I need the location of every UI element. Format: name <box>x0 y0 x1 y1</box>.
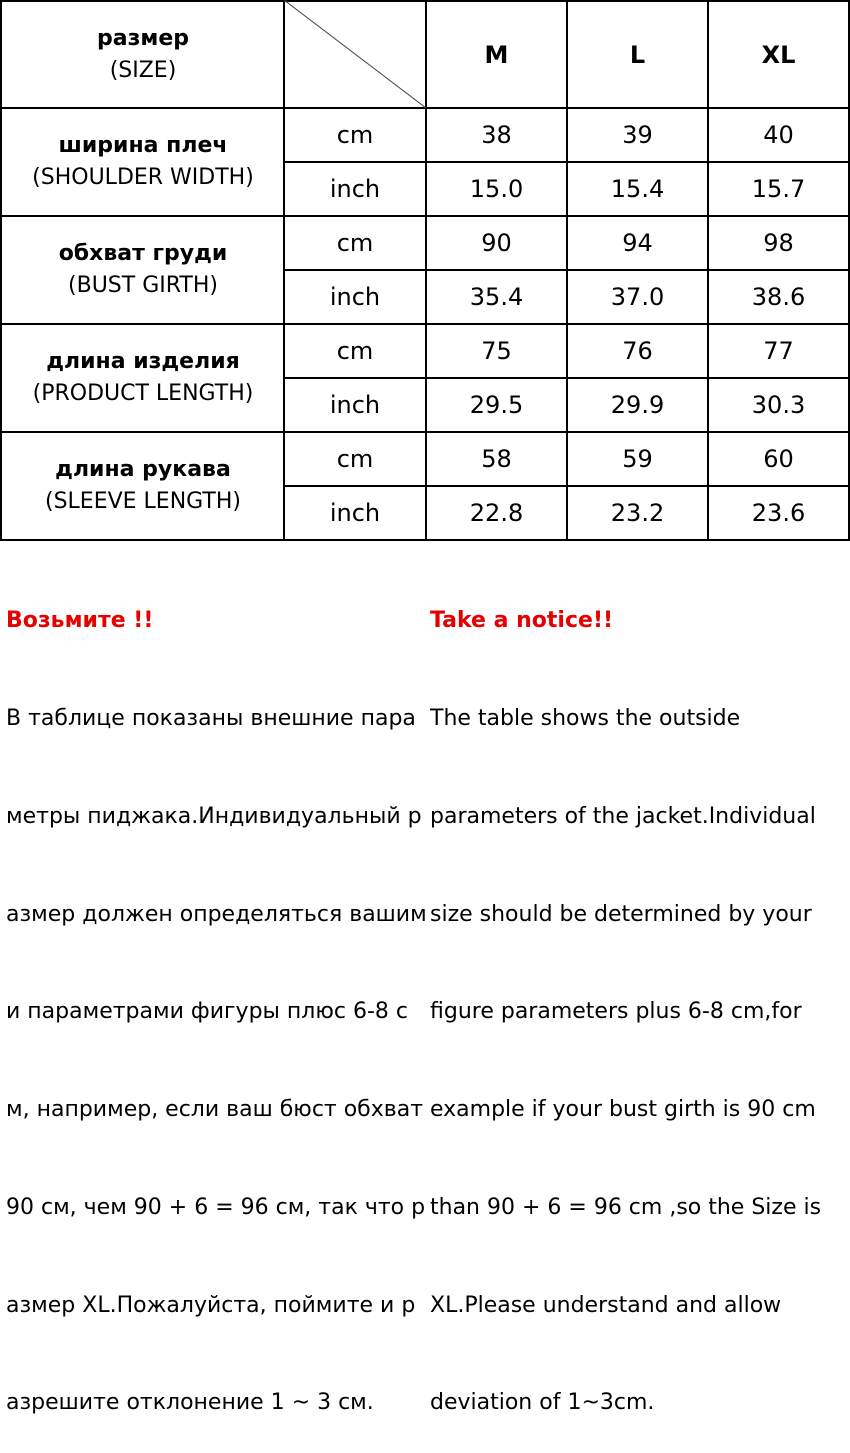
value-cell: 77 <box>763 337 794 365</box>
value-cell: 15.7 <box>751 175 806 203</box>
value-cell: 58 <box>481 445 512 473</box>
value-cell: 94 <box>622 229 653 257</box>
size-header-xl: XL <box>761 40 796 69</box>
measurement-label-product-length <box>2 325 284 431</box>
notice-line: deviation of 1~3cm. <box>430 1390 655 1416</box>
size-header-ru: размер <box>96 26 190 51</box>
unit-cell: inch <box>329 283 381 311</box>
size-header-cell <box>2 2 284 108</box>
value-cell: 38 <box>481 121 512 149</box>
measurement-name-en: (PRODUCT LENGTH) <box>32 381 254 406</box>
measurement-name-ru: обхват груди <box>58 241 228 266</box>
diagonal-divider <box>284 0 426 108</box>
measurement-name-en: (BUST GIRTH) <box>68 273 218 298</box>
unit-cell: inch <box>329 391 381 419</box>
measurement-label-shoulder-width <box>2 109 284 215</box>
value-cell: 15.0 <box>469 175 524 203</box>
value-cell: 98 <box>763 229 794 257</box>
measurement-name-ru: ширина плеч <box>58 133 228 158</box>
notice-line: parameters of the jacket.Individual <box>430 803 816 829</box>
unit-cell: inch <box>329 175 381 203</box>
notice-line: азрешите отклонение 1 ~ 3 см. <box>6 1390 374 1416</box>
notice-english <box>430 540 846 1453</box>
value-cell: 90 <box>481 229 512 257</box>
unit-cell: inch <box>329 499 381 527</box>
value-cell: 29.9 <box>610 391 665 419</box>
notice-line: В таблице показаны внешние пара <box>6 705 416 731</box>
notice-line: XL.Please understand and allow <box>430 1292 782 1318</box>
measurement-name-en: (SHOULDER WIDTH) <box>32 165 254 190</box>
size-header-m: M <box>484 40 509 69</box>
notice-line: азмер XL.Пожалуйста, поймите и р <box>6 1292 416 1318</box>
value-cell: 23.2 <box>610 499 665 527</box>
notice-russian <box>6 540 427 1453</box>
unit-cell: cm <box>336 337 374 365</box>
notice-line: than 90 + 6 = 96 cm ,so the Size is <box>430 1194 822 1220</box>
value-cell: 75 <box>481 337 512 365</box>
notice-line: figure parameters plus 6-8 cm,for <box>430 999 802 1025</box>
value-cell: 37.0 <box>610 283 665 311</box>
value-cell: 15.4 <box>610 175 665 203</box>
notice-title-ru: Возьмите !! <box>6 608 154 634</box>
value-cell: 23.6 <box>751 499 806 527</box>
value-cell: 59 <box>622 445 653 473</box>
size-header-l: L <box>629 40 646 69</box>
measurement-label-sleeve-length <box>2 433 284 539</box>
measurement-name-ru: длина рукава <box>55 457 231 482</box>
measurement-name-en: (SLEEVE LENGTH) <box>45 489 241 514</box>
value-cell: 40 <box>763 121 794 149</box>
measurement-name-ru: длина изделия <box>46 349 240 374</box>
notice-line: The table shows the outside <box>430 705 741 731</box>
notice-line: 90 см, чем 90 + 6 = 96 см, так что р <box>6 1194 426 1220</box>
unit-cell: cm <box>336 445 374 473</box>
value-cell: 38.6 <box>751 283 806 311</box>
unit-cell: cm <box>336 229 374 257</box>
value-cell: 22.8 <box>469 499 524 527</box>
unit-cell: cm <box>336 121 374 149</box>
notice-line: size should be determined by your <box>430 901 812 927</box>
notice-line: м, например, если ваш бюст обхват <box>6 1097 424 1123</box>
size-table <box>0 0 850 542</box>
value-cell: 39 <box>622 121 653 149</box>
value-cell: 29.5 <box>469 391 524 419</box>
notice-line: example if your bust girth is 90 cm <box>430 1097 816 1123</box>
measurement-label-bust-girth <box>2 217 284 323</box>
size-header-en: (SIZE) <box>109 58 177 83</box>
notice-line: метры пиджака.Индивидуальный р <box>6 803 422 829</box>
notice-line: азмер должен определяться вашим <box>6 901 427 927</box>
value-cell: 76 <box>622 337 653 365</box>
notice-line: и параметрами фигуры плюс 6-8 с <box>6 999 408 1025</box>
value-cell: 30.3 <box>751 391 806 419</box>
notice-title-en: Take a notice!! <box>430 608 614 634</box>
value-cell: 60 <box>763 445 794 473</box>
value-cell: 35.4 <box>469 283 524 311</box>
